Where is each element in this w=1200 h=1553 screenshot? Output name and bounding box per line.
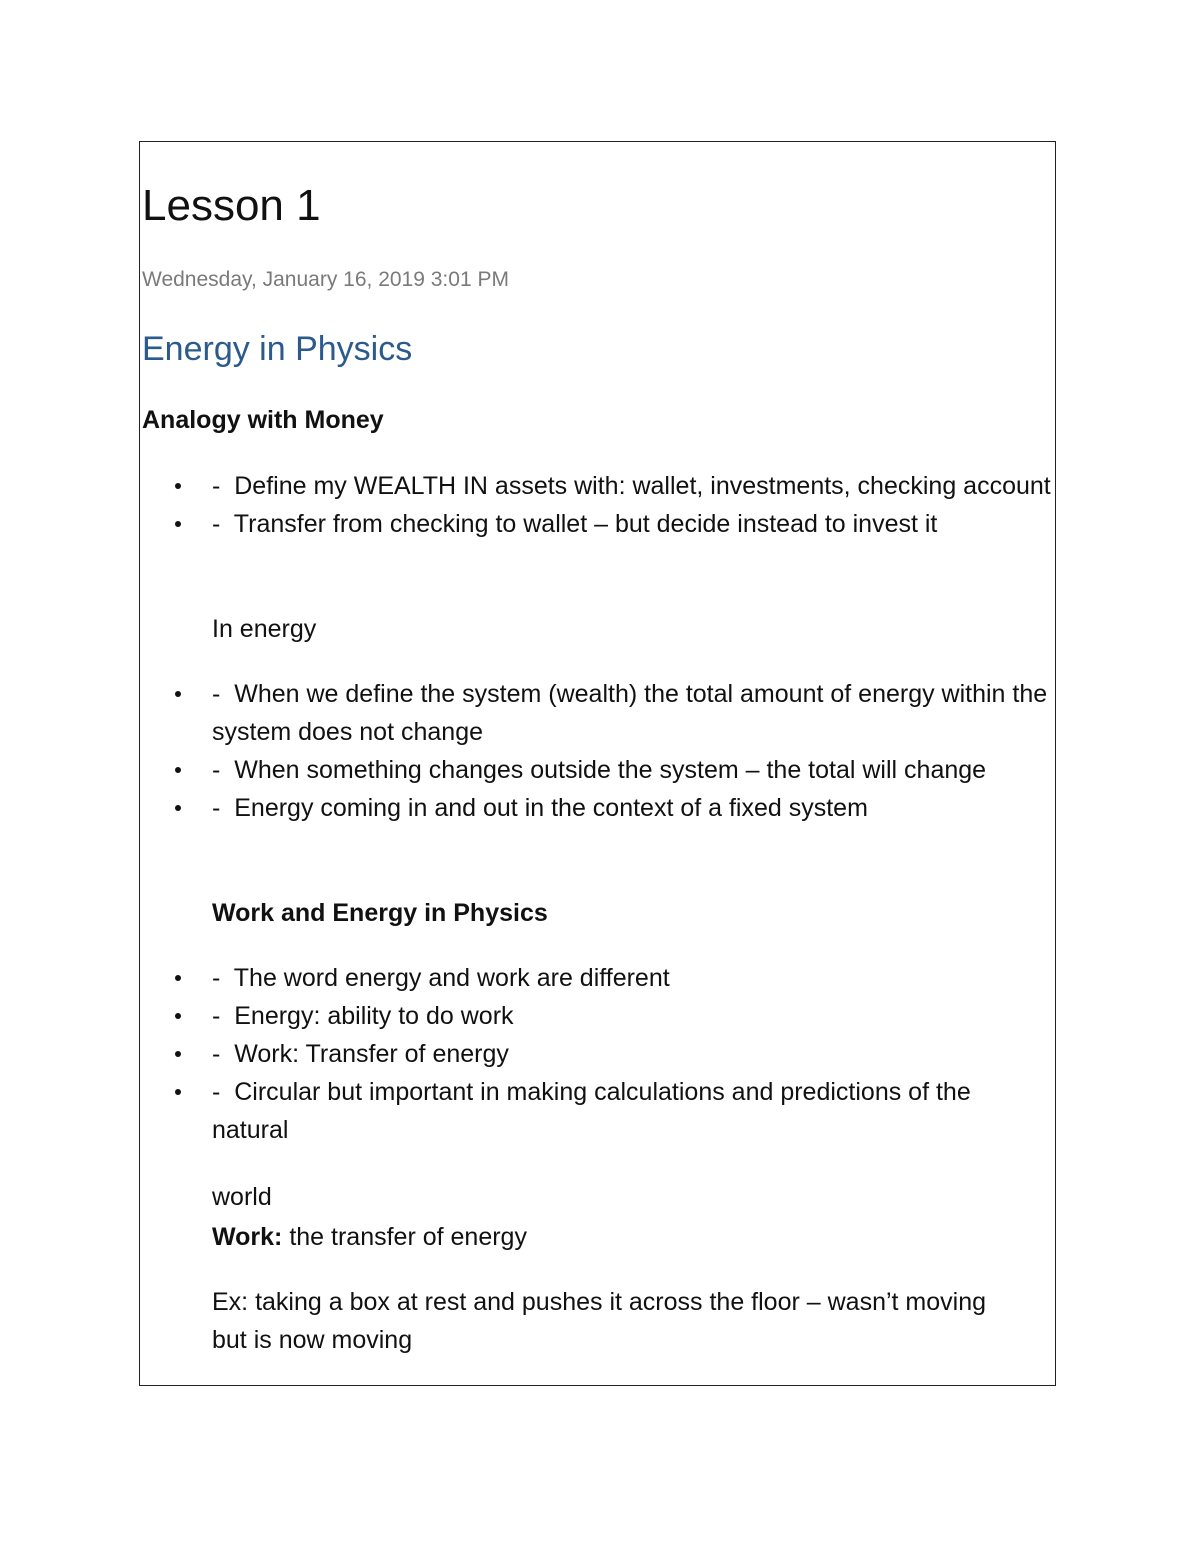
bullet-icon [175, 483, 181, 489]
list-item-prefix: - [212, 1040, 221, 1068]
list-item-text: Circular but important in making calculations and predictions of the natural [212, 1078, 971, 1144]
analogy-heading: Analogy with Money [142, 406, 384, 434]
bullet-icon [175, 805, 181, 811]
bullet-icon [175, 1089, 181, 1095]
bullet-icon [175, 1051, 181, 1057]
example-text: Ex: taking a box at rest and pushes it across the floor – wasn’t moving but is now moving [212, 1288, 987, 1354]
bullet-icon [175, 1013, 181, 1019]
list-item [142, 959, 1052, 997]
list-item [142, 789, 1052, 827]
bullet-icon [175, 691, 181, 697]
note-datetime: Wednesday, January 16, 2019 3:01 PM [142, 268, 509, 291]
list-item-prefix: - [212, 1002, 221, 1030]
list-item-prefix: - [212, 680, 221, 708]
list-item-text: Transfer from checking to wallet – but decide instead to invest it [233, 510, 938, 538]
work-energy-heading: Work and Energy in Physics [212, 899, 548, 927]
work-definition [212, 1218, 527, 1256]
world-text: world [212, 1183, 272, 1211]
section-heading: Energy in Physics [142, 330, 413, 368]
list-item-text: Energy: ability to do work [234, 1002, 514, 1030]
list-item-prefix: - [212, 794, 221, 822]
list-item-prefix: - [212, 472, 221, 500]
bullet-icon [175, 975, 181, 981]
list-item [142, 1073, 1052, 1149]
work-definition-text: the transfer of energy [282, 1223, 527, 1251]
list-item-text: Define my WEALTH IN assets with: wallet, investments, checking account [234, 472, 1051, 500]
list-item [142, 675, 1052, 751]
list-item [142, 751, 1052, 789]
analogy-list [142, 467, 1052, 543]
list-item-text: Work: Transfer of energy [234, 1040, 509, 1068]
list-item-text: Energy coming in and out in the context of a fixed system [234, 794, 868, 822]
work-list [142, 959, 1052, 1149]
list-item-text: The word energy and work are different [233, 964, 670, 992]
list-item-prefix: - [212, 756, 221, 784]
energy-list [142, 675, 1052, 827]
list-item-text: When we define the system (wealth) the total amount of energy within the system does not change [212, 680, 1048, 746]
list-item [142, 997, 1052, 1035]
list-item [142, 467, 1052, 505]
in-energy-label: In energy [212, 615, 317, 643]
list-item-prefix: - [212, 1078, 221, 1106]
bullet-icon [175, 767, 181, 773]
list-item-prefix: - [212, 964, 221, 992]
page-title: Lesson 1 [142, 181, 321, 230]
list-item [142, 1035, 1052, 1073]
list-item-text: When something changes outside the system – the total will change [234, 756, 987, 784]
work-definition-label: Work: [212, 1223, 283, 1251]
list-item [142, 505, 1052, 543]
bullet-icon [175, 521, 181, 527]
list-item-prefix: - [212, 510, 221, 538]
